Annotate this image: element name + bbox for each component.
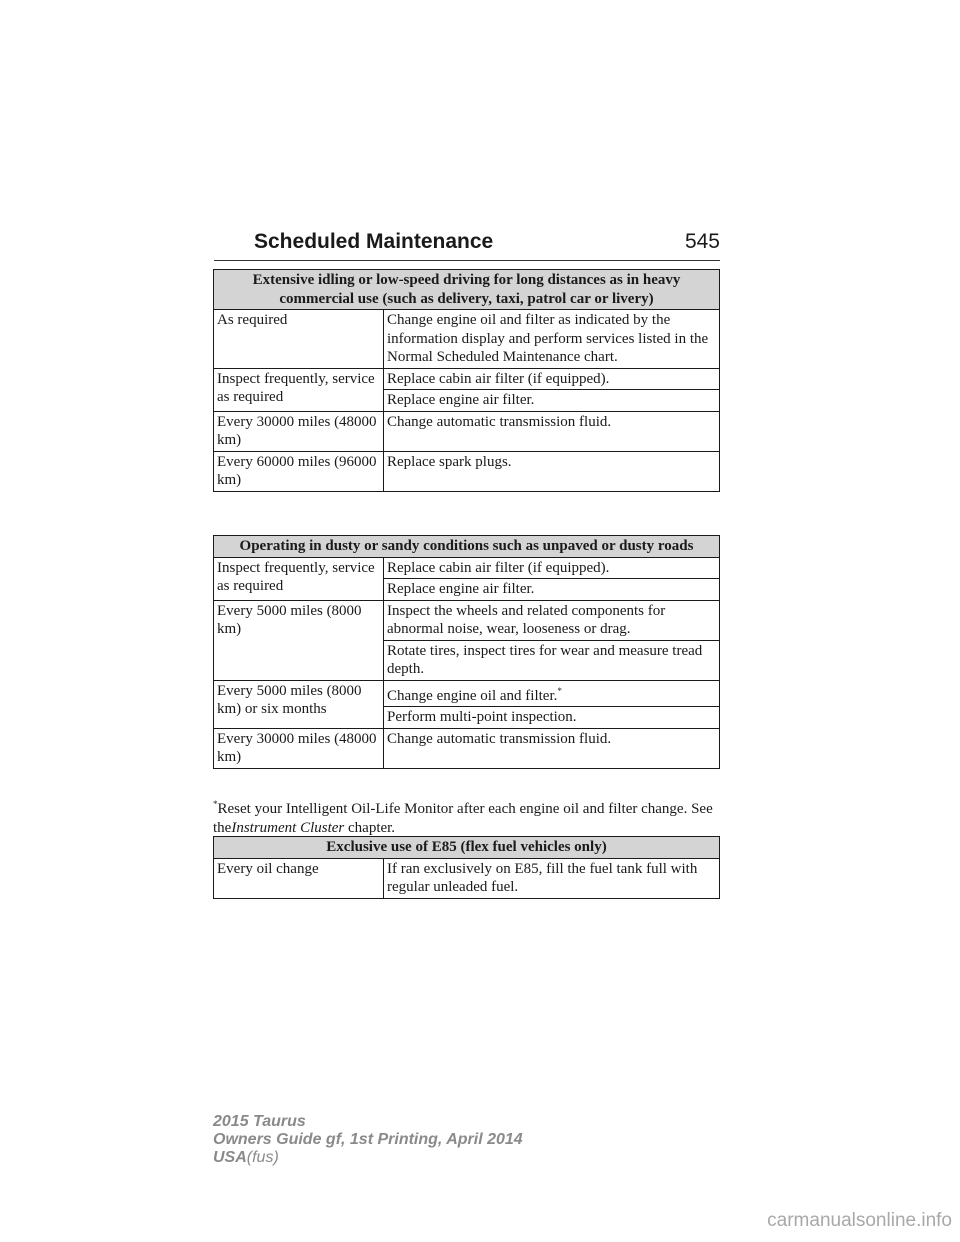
- action-cell: [384, 680, 720, 707]
- footer-market: [213, 1149, 523, 1167]
- interval-cell: Every 5000 miles (8000 km): [214, 600, 384, 680]
- page-number: 545: [684, 230, 720, 253]
- action-cell: If ran exclusively on E85, fill the fuel tank full with regular unleaded fuel.: [384, 858, 720, 898]
- action-cell: Change automatic transmission fluid.: [384, 411, 720, 451]
- table-heading: Extensive idling or low-speed driving for long distances as in heavy commercial use (such as delivery, taxi, patrol car or livery): [214, 270, 720, 310]
- footnote-text: Reset your Intelligent Oil-Life Monitor after each engine oil and filter change. See the: [213, 801, 713, 836]
- action-text: Change engine oil and filter.: [387, 687, 558, 704]
- interval-cell: Every 30000 miles (48000 km): [214, 411, 384, 451]
- action-cell: Perform multi-point inspection.: [384, 707, 720, 729]
- footer-country: USA: [213, 1149, 247, 1166]
- table-row: [214, 411, 720, 451]
- table-heading: Operating in dusty or sandy conditions such as unpaved or dusty roads: [214, 536, 720, 558]
- action-cell: Replace engine air filter.: [384, 579, 720, 601]
- action-cell: Inspect the wheels and related components for abnormal noise, wear, looseness or drag.: [384, 600, 720, 640]
- action-cell: Change automatic transmission fluid.: [384, 728, 720, 768]
- footer-region: (fus): [246, 1149, 279, 1166]
- table-row: [214, 451, 720, 491]
- watermark: carmanualsonline.info: [767, 1210, 952, 1231]
- action-cell: Replace spark plugs.: [384, 451, 720, 491]
- interval-cell: Every 30000 miles (48000 km): [214, 728, 384, 768]
- table-row: [214, 368, 720, 390]
- action-cell: Replace cabin air filter (if equipped).: [384, 557, 720, 579]
- page-footer: [213, 1113, 523, 1167]
- interval-cell: Every 5000 miles (8000 km) or six months: [214, 680, 384, 728]
- table-row: [214, 728, 720, 768]
- section-title: Scheduled Maintenance: [254, 230, 494, 253]
- table-header-row: [214, 270, 720, 310]
- footnote: [213, 795, 723, 837]
- table-row: [214, 557, 720, 579]
- chapter-reference: Instrument Cluster: [231, 819, 345, 836]
- page-header: [214, 226, 720, 261]
- table-row: [214, 600, 720, 640]
- heavy-use-table: [213, 269, 720, 492]
- table-header-row: [214, 837, 720, 859]
- e85-table: [213, 836, 720, 899]
- table-header-row: [214, 536, 720, 558]
- footer-model: 2015 Taurus: [213, 1113, 306, 1130]
- footer-edition: Owners Guide gf, 1st Printing, April 2014: [213, 1131, 523, 1148]
- table-heading: Exclusive use of E85 (flex fuel vehicles only): [214, 837, 720, 859]
- dusty-conditions-table: [213, 535, 720, 769]
- action-cell: Rotate tires, inspect tires for wear and measure tread depth.: [384, 640, 720, 680]
- interval-cell: Every oil change: [214, 858, 384, 898]
- table-row: [214, 680, 720, 707]
- footnote-marker: *: [213, 799, 218, 809]
- interval-cell: As required: [214, 310, 384, 369]
- footnote-marker: *: [557, 685, 562, 696]
- interval-cell: Inspect frequently, service as required: [214, 368, 384, 411]
- action-cell: Change engine oil and filter as indicated by the information display and perform services listed in the Normal Scheduled Maintenance chart.: [384, 310, 720, 369]
- footnote-suffix: chapter.: [344, 819, 396, 836]
- interval-cell: Every 60000 miles (96000 km): [214, 451, 384, 491]
- table-row: [214, 858, 720, 898]
- action-cell: Replace cabin air filter (if equipped).: [384, 368, 720, 390]
- action-cell: Replace engine air filter.: [384, 390, 720, 412]
- interval-cell: Inspect frequently, service as required: [214, 557, 384, 600]
- table-row: [214, 310, 720, 369]
